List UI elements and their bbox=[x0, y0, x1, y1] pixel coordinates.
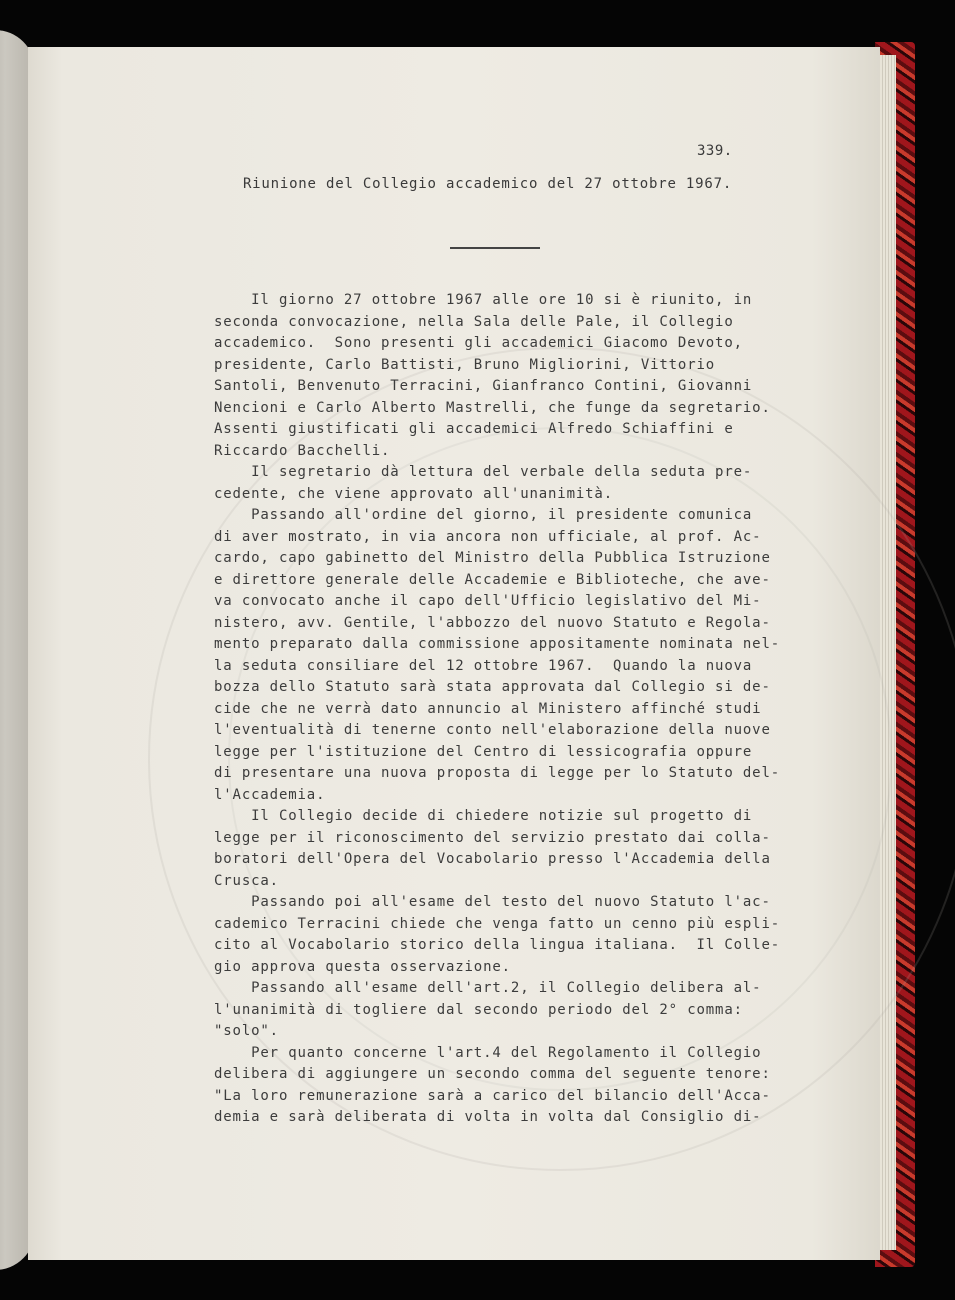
text-line: Il Collegio decide di chiedere notizie sul progetto di bbox=[214, 808, 753, 824]
text-line: legge per l'istituzione del Centro di lessicografia oppure bbox=[214, 743, 753, 760]
page-number: 339. bbox=[697, 143, 733, 159]
text-line: Passando all'esame dell'art.2, il Collegio delibera al- bbox=[214, 980, 762, 996]
text-line: cedente, che viene approvato all'unanimità. bbox=[214, 485, 613, 502]
text-line: cademico Terracini chiede che venga fatto un cenno più espli- bbox=[214, 915, 781, 932]
text-line: cide che ne verrà dato annuncio al Ministero affinché studi bbox=[214, 700, 762, 717]
text-line: accademico. Sono presenti gli accademici Giacomo Devoto, bbox=[214, 335, 743, 351]
text-line: Nencioni e Carlo Alberto Mastrelli, che funge da segretario. bbox=[214, 399, 771, 416]
text-line: Per quanto concerne l'art.4 del Regolamento il Collegio bbox=[214, 1044, 762, 1061]
title-underline-rule bbox=[450, 247, 540, 249]
text-line: Il segretario dà lettura del verbale della seduta pre- bbox=[214, 464, 753, 480]
text-line: bozza dello Statuto sarà stata approvata dal Collegio si de- bbox=[214, 679, 771, 695]
text-line: mento preparato dalla commissione appositamente nominata nel- bbox=[214, 636, 781, 652]
text-line: Crusca. bbox=[214, 872, 279, 889]
text-line: di presentare una nuova proposta di legge per lo Statuto del- bbox=[214, 765, 781, 781]
text-line: Passando poi all'esame del testo del nuovo Statuto l'ac- bbox=[214, 894, 771, 910]
text-line: Il giorno 27 ottobre 1967 alle ore 10 si è riunito, in bbox=[214, 292, 753, 308]
text-line: gio approva questa osservazione. bbox=[214, 958, 511, 975]
text-line: "La loro remunerazione sarà a carico del bilancio dell'Acca- bbox=[214, 1087, 771, 1104]
text-line: demia e sarà deliberata di volta in volta dal Consiglio di- bbox=[214, 1109, 762, 1125]
text-line: cito al Vocabolario storico della lingua italiana. Il Colle- bbox=[214, 937, 781, 953]
page-title: Riunione del Collegio accademico del 27 ottobre 1967. bbox=[242, 176, 733, 192]
text-line: cardo, capo gabinetto del Ministro della Pubblica Istruzione bbox=[214, 550, 771, 566]
text-line: nistero, avv. Gentile, l'abbozzo del nuovo Statuto e Regola- bbox=[214, 614, 771, 631]
text-line: seconda convocazione, nella Sala delle Pale, il Collegio bbox=[214, 313, 734, 330]
text-line: di aver mostrato, in via ancora non ufficiale, al prof. Ac- bbox=[214, 528, 762, 545]
text-line: l'Accademia. bbox=[214, 786, 326, 803]
text-line: delibera di aggiungere un secondo comma del seguente tenore: bbox=[214, 1066, 771, 1082]
text-line: boratori dell'Opera del Vocabolario presso l'Accademia della bbox=[214, 851, 771, 867]
text-line: l'unanimità di togliere dal secondo periodo del 2° comma: bbox=[214, 1001, 743, 1018]
text-line: Santoli, Benvenuto Terracini, Gianfranco Contini, Giovanni bbox=[214, 378, 753, 394]
text-line: presidente, Carlo Battisti, Bruno Migliorini, Vittorio bbox=[214, 356, 716, 373]
text-line: va convocato anche il capo dell'Ufficio legislativo del Mi- bbox=[214, 593, 762, 609]
text-line: e direttore generale delle Accademie e Biblioteche, che ave- bbox=[214, 571, 771, 588]
body-text bbox=[214, 290, 781, 1129]
text-line: legge per il riconoscimento del servizio prestato dai colla- bbox=[214, 829, 771, 846]
text-line: l'eventualità di tenerne conto nell'elaborazione della nuove bbox=[214, 722, 771, 738]
text-line: la seduta consiliare del 12 ottobre 1967. Quando la nuova bbox=[214, 657, 753, 674]
text-line: "solo". bbox=[214, 1023, 279, 1039]
text-line: Riccardo Bacchelli. bbox=[214, 442, 391, 459]
text-line: Passando all'ordine del giorno, il presidente comunica bbox=[214, 507, 753, 523]
text-line: Assenti giustificati gli accademici Alfredo Schiaffini e bbox=[214, 421, 734, 437]
